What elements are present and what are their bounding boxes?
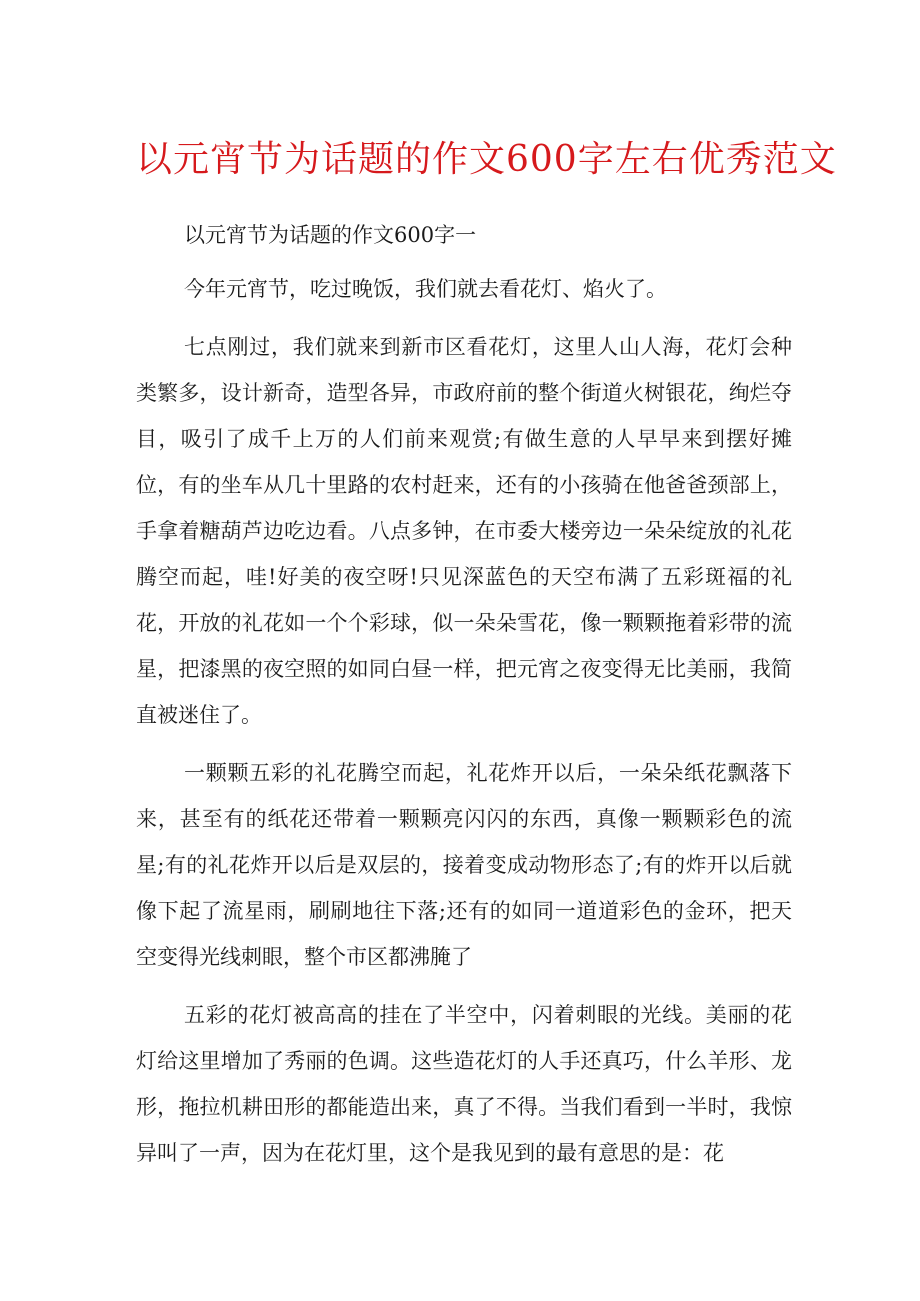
paragraph-2: 七点刚过，我们就来到新市区看花灯，这里人山人海，花灯会种类繁多，设计新奇，造型各异，市政府前的整个街道火树银花，绚烂夺目，吸引了成千上万的人们前来观赏;有做生意的人早早来到摆好摊位，有的坐车从几十里路的农村赶来，还有的小孩骑在他爸爸颈部上，手拿着糖葫芦边吃边看。八点多钟，在市委大楼旁边一朵朵绽放的礼花腾空而起，哇!好美的夜空呀!只见深蓝色的天空布满了五彩斑福的礼花，开放的礼花如一个个彩球，似一朵朵雪花，像一颗颗拖着彩带的流星，把漆黑的夜空照的如同白昼一样，把元宵之夜变得无比美丽，我简直被迷住了。 (136, 335, 792, 727)
section-subtitle: 以元宵节为话题的作文600字一 (184, 223, 477, 247)
document-body (136, 212, 792, 1188)
paragraph-3: 一颗颗五彩的礼花腾空而起，礼花炸开以后，一朵朵纸花飘落下来，甚至有的纸花还带着一颗颗亮闪闪的东西，真像一颗颗彩色的流星;有的礼花炸开以后是双层的，接着变成动物形态了;有的炸开以后就像下起了流星雨，刷刷地往下落;还有的如同一道道彩色的金环，把天空变得光线刺眼，整个市区都沸腌了 (136, 761, 792, 969)
paragraph-4: 五彩的花灯被高高的挂在了半空中，闪着刺眼的光线。美丽的花灯给这里增加了秀丽的色调。这些造花灯的人手还真巧，什么羊形、龙形，拖拉机耕田形的都能造出来，真了不得。当我们看到一半时，我惊异叫了一声，因为在花灯里，这个是我见到的最有意思的是：花 (136, 1003, 792, 1165)
paragraph-1: 今年元宵节，吃过晚饭，我们就去看花灯、焰火了。 (184, 277, 667, 301)
document-title: 以元宵节为话题的作文600字左右优秀范文 (136, 139, 837, 180)
